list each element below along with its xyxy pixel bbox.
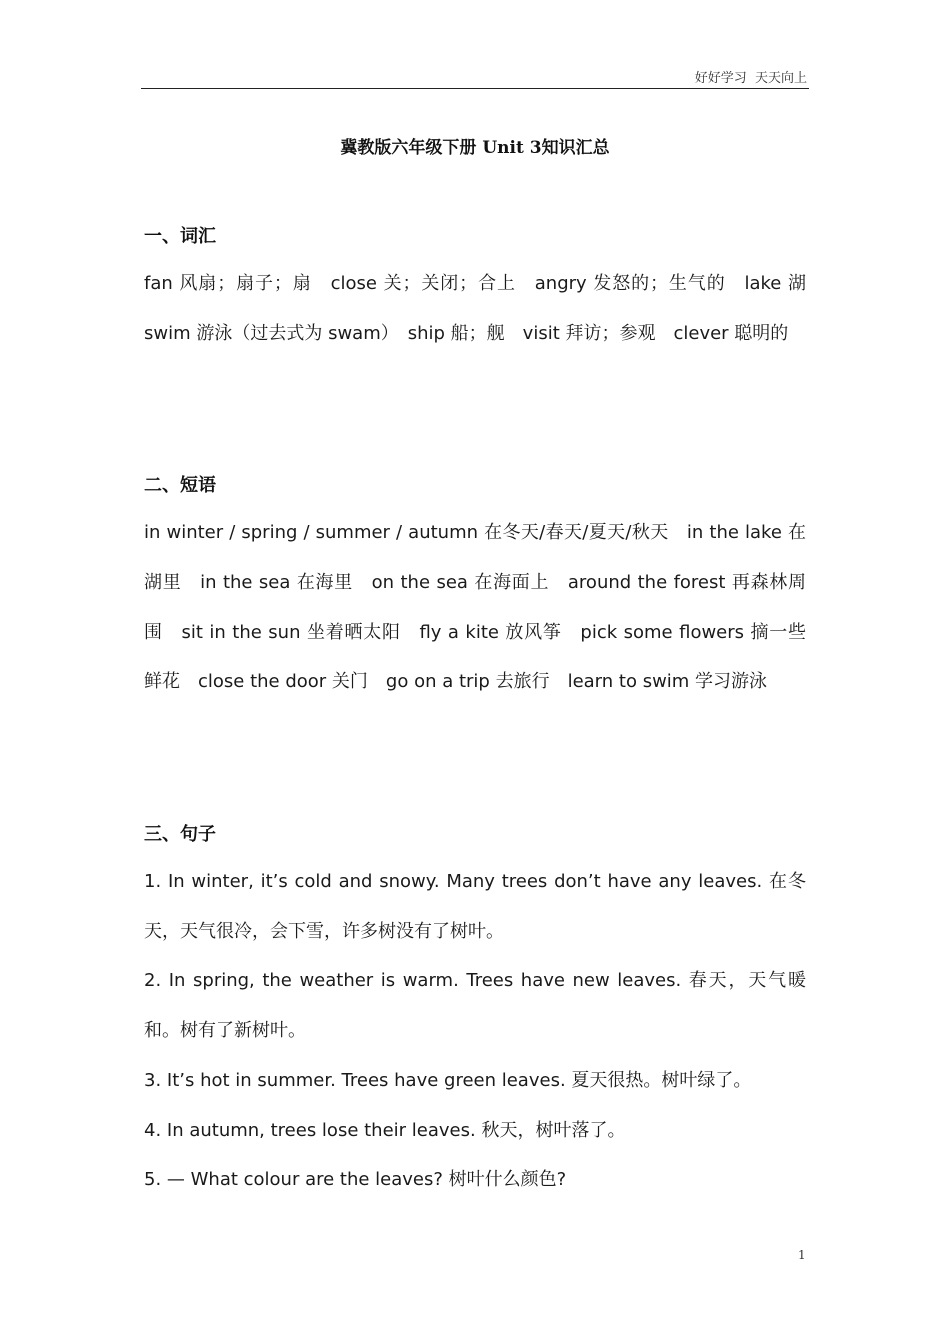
section-heading-vocabulary: 一、词汇 <box>144 226 216 247</box>
section-heading-sentences: 三、句子 <box>144 824 216 845</box>
vocabulary-paragraph: fan 风扇；扇子；扇 close 关；关闭；合上 angry 发怒的；生气的 lake 湖 swim 游泳（过去式为 swam） ship 船；舰 visit 拜访；参观 clever 聪明的 <box>144 273 824 344</box>
phrases-paragraph: in winter / spring / summer / autumn 在冬天/春天/夏天/秋天 in the lake 在湖里 in the sea 在海里 on the sea 在海面上 around the forest 再森林周围 sit in the sun 坐着晒太阳 fly a kite 放风筝 pick some flowers 摘一些鲜花 close the door 关门 go on a trip 去旅行 learn to swim 学习游泳 <box>144 522 806 693</box>
page-number: 1 <box>798 1248 806 1262</box>
document-title: 冀教版六年级下册 Unit 3知识汇总 <box>340 138 610 158</box>
sentence-item: 1. In winter, it’s cold and snowy. Many trees don’t have any leaves. 在冬天，天气很冷，会下雪，许多树没有了树叶。 <box>144 871 806 942</box>
section-heading-phrases: 二、短语 <box>144 475 216 496</box>
sentence-item: 4. In autumn, trees lose their leaves. 秋天，树叶落了。 <box>144 1120 626 1141</box>
sentence-item: 3. It’s hot in summer. Trees have green leaves. 夏天很热。树叶绿了。 <box>144 1070 752 1091</box>
sentence-item: 5. — What colour are the leaves? 树叶什么颜色? <box>144 1169 567 1190</box>
header-divider <box>141 88 809 89</box>
sentence-item: 2. In spring, the weather is warm. Trees have new leaves. 春天，天气暖和。树有了新树叶。 <box>144 970 806 1041</box>
running-header: 好好学习 天天向上 <box>694 71 807 86</box>
